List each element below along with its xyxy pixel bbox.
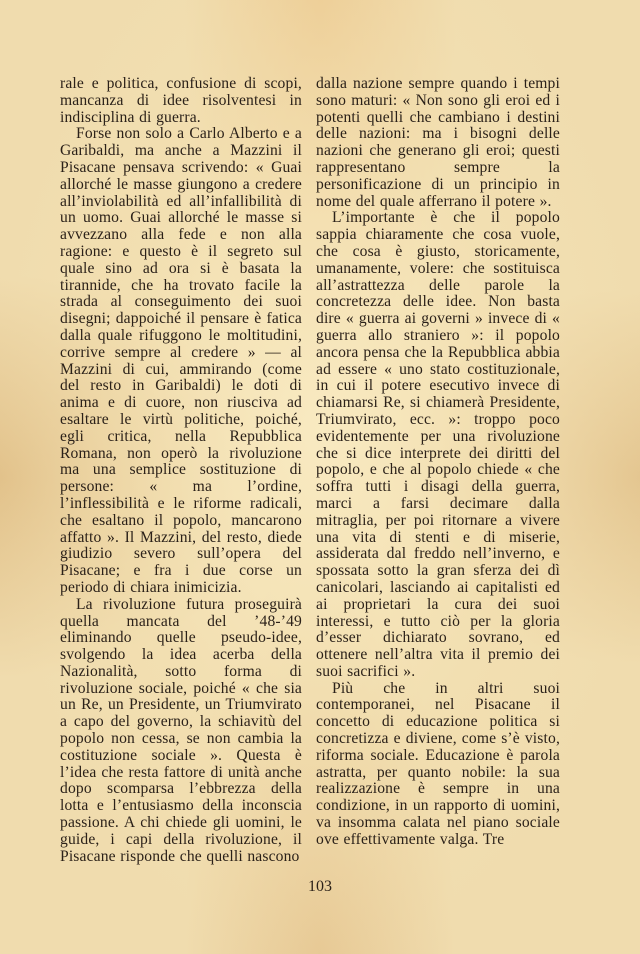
right-column: [316, 76, 560, 849]
page-footer: [0, 877, 640, 897]
paragraph: La rivoluzione futura proseguirà quella mancata del ’48-’49 eliminando quelle pseudo-idee, svolgendo la idea acerba della Nazionalità, sotto forma di rivoluzione sociale, poiché « che sia un Re, un Presidente, un Triumvirato a capo del governo, la schiavitù del popolo non cessa, se non cambia la costituzione sociale ». Questa è l’idea che resta fattore di unità anche dopo scomparsa l’ebbrezza della lotta e l’entusiasmo della inconscia passione. A chi chiede gli uomini, le guide, i capi della rivoluzione, il Pisacane risponde che quelli nascono: [60, 595, 302, 865]
paragraph: Più che in altri suoi contemporanei, nel Pisacane il concetto di educazione politica si concretizza e diviene, come s’è visto, riforma sociale. Educazione è parola astratta, per quanto nobile: la sua realizzazione è sempre in una condizione, in un rapporto di uomini, va insomma calata nel piano sociale ove effettivamente valga. Tre: [316, 679, 560, 848]
paragraph: Forse non solo a Carlo Alberto e a Garibaldi, ma anche a Mazzini il Pisacane pensava scrivendo: « Guai allorché le masse giungono a credere all’inviolabilità ed all’infallibilità di un uomo. Guai allorché le masse si avvezzano alla fede e non alla ragione: e questo è il segreto sul quale sino ad ora si è basata la tirannide, che ha trovato facile la strada al conseguimento dei suoi disegni; dappoiché il pensare è fatica dalla quale rifuggono le moltitudini, corrive sempre al credere » — al Mazzini di cui, ammirando (come del resto in Garibaldi) le doti di anima e di cuore, non riusciva ad esaltare le virtù politiche, poiché, egli critica, nella Repubblica Romana, non operò la rivoluzione ma una semplice sostituzione di persone: « ma l’ordine, l’inflessibilità e le riforme radicali, che esaltano il popolo, mancarono affatto ». Il Mazzini, del resto, diede giudizio severo sull’opera del Pisacane; e fra i due corse un periodo di chiara inimicizia.: [60, 125, 302, 596]
paragraph: rale e politica, confusione di scopi, mancanza di idee risolventesi in indisciplina di guerra.: [60, 75, 302, 126]
page-number: 103: [308, 878, 332, 895]
paragraph: L’importante è che il popolo sappia chiaramente che cosa vuole, che cosa è giusto, storicamente, umanamente, volere: che sostituisca all’astrattezza delle parole la concretezza delle idee. Non basta dire « guerra ai governi » invece di « guerra allo straniero »: il popolo ancora pensa che la Repubblica abbia ad essere « uno stato costituzionale, in cui il potere esecutivo invece di chiamarsi Re, si chiamerà Presidente, Triumvirato, ecc. »: troppo poco evidentemente per una rivoluzione che si dice interprete dei diritti del popolo, e che al popolo chiede « che soffra tutti i disagi della guerra, marci a farsi decimare dalla mitraglia, per poi ritornare a vivere una vita di stenti e di miserie, assiderata dal freddo nell’inverno, e spossata sotto la gran sferza dei dì canicolari, lasciando ai capitalisti ed ai proprietari la cura dei suoi interessi, e tutto ciò per la gloria d’esser dichiarato sovrano, ed ottenere nell’altra vita il premio dei suoi sacrifici ».: [316, 209, 560, 680]
text-columns: [60, 76, 560, 865]
left-column: [60, 76, 302, 865]
paragraph: dalla nazione sempre quando i tempi sono maturi: « Non sono gli eroi ed i potenti quelli che cambiano i destini delle nazioni: ma i bisogni delle nazioni che generano gli eroi; questi rappresentano sempre la personificazione di un principio in nome del quale afferrano il potere ».: [316, 75, 560, 210]
